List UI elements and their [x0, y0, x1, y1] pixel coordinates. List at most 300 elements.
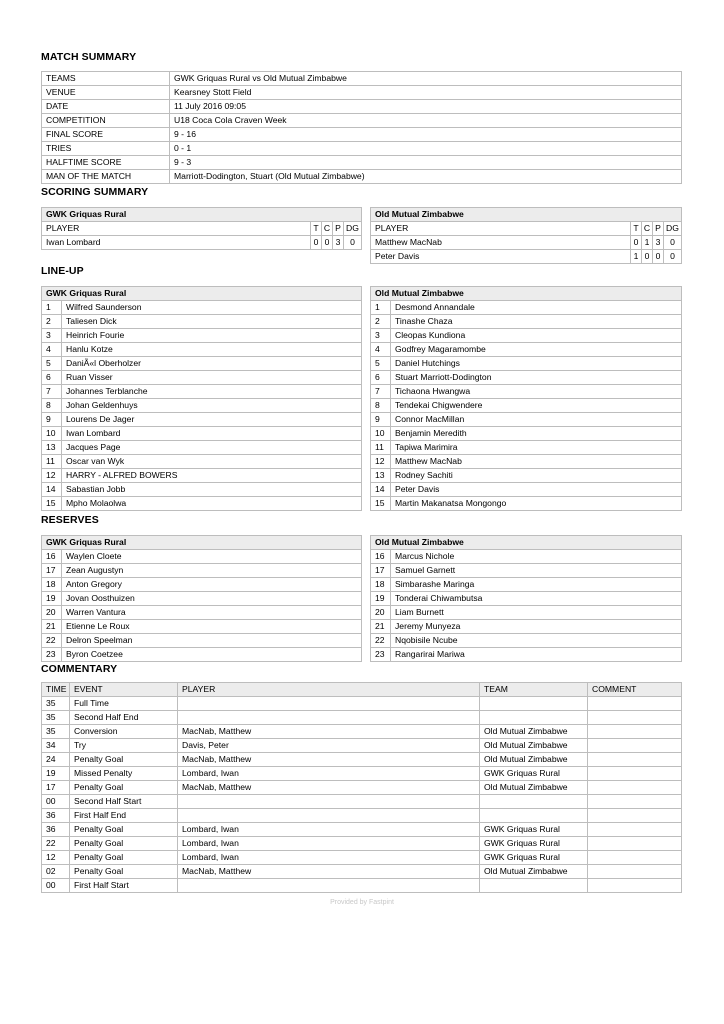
- player-name: Zean Augustyn: [62, 564, 362, 578]
- commentary-comment: [588, 795, 682, 809]
- commentary-player: MacNab, Matthew: [178, 753, 480, 767]
- reserves-player-row: [42, 620, 362, 634]
- lineup-table-home: [41, 286, 362, 511]
- commentary-comment: [588, 753, 682, 767]
- commentary-row: [42, 851, 682, 865]
- summary-value: GWK Griquas Rural vs Old Mutual Zimbabwe: [170, 72, 682, 86]
- commentary-row: [42, 711, 682, 725]
- jersey-number: 3: [42, 329, 62, 343]
- commentary-time: 35: [42, 697, 70, 711]
- lineup-heading: LINE-UP: [41, 265, 84, 277]
- reserves-player-row: [42, 634, 362, 648]
- jersey-number: 17: [42, 564, 62, 578]
- jersey-number: 19: [42, 592, 62, 606]
- scoring-col-t: T: [631, 222, 642, 236]
- commentary-row: [42, 809, 682, 823]
- scoring-penalties: 0: [653, 250, 664, 264]
- summary-row: [42, 114, 682, 128]
- jersey-number: 22: [371, 634, 391, 648]
- lineup-team-row: [42, 287, 362, 301]
- jersey-number: 1: [371, 301, 391, 315]
- commentary-event: First Half Start: [70, 879, 178, 893]
- player-name: Liam Burnett: [391, 606, 682, 620]
- player-name: Connor MacMillan: [391, 413, 682, 427]
- commentary-event: Penalty Goal: [70, 823, 178, 837]
- reserves-player-row: [371, 634, 682, 648]
- player-name: Johan Geldenhuys: [62, 399, 362, 413]
- commentary-row: [42, 781, 682, 795]
- commentary-team: GWK Griquas Rural: [480, 837, 588, 851]
- lineup-player-row: [42, 497, 362, 511]
- commentary-comment: [588, 851, 682, 865]
- commentary-time: 22: [42, 837, 70, 851]
- scoring-drop-goals: 0: [664, 250, 682, 264]
- jersey-number: 21: [42, 620, 62, 634]
- scoring-row: [371, 250, 682, 264]
- reserves-player-row: [42, 550, 362, 564]
- jersey-number: 23: [371, 648, 391, 662]
- lineup-player-row: [42, 399, 362, 413]
- player-name: Nqobisile Ncube: [391, 634, 682, 648]
- commentary-comment: [588, 711, 682, 725]
- jersey-number: 10: [371, 427, 391, 441]
- reserves-team-row: [42, 536, 362, 550]
- commentary-time: 35: [42, 725, 70, 739]
- jersey-number: 12: [371, 455, 391, 469]
- scoring-tries: 0: [311, 236, 322, 250]
- player-name: Sabastian Jobb: [62, 483, 362, 497]
- jersey-number: 22: [42, 634, 62, 648]
- commentary-time: 19: [42, 767, 70, 781]
- commentary-event: Full Time: [70, 697, 178, 711]
- player-name: Daniel Hutchings: [391, 357, 682, 371]
- player-name: Marcus Nichole: [391, 550, 682, 564]
- commentary-header-row: [42, 683, 682, 697]
- lineup-player-row: [42, 343, 362, 357]
- scoring-team-name: Old Mutual Zimbabwe: [371, 208, 682, 222]
- reserves-team-row: [371, 536, 682, 550]
- lineup-player-row: [42, 427, 362, 441]
- scoring-col-p: P: [333, 222, 344, 236]
- player-name: Stuart Marriott-Dodington: [391, 371, 682, 385]
- commentary-time: 17: [42, 781, 70, 795]
- player-name: Waylen Cloete: [62, 550, 362, 564]
- commentary-player: [178, 697, 480, 711]
- summary-value: 9 - 16: [170, 128, 682, 142]
- commentary-player: Lombard, Iwan: [178, 851, 480, 865]
- player-name: Mpho Molaolwa: [62, 497, 362, 511]
- summary-row: [42, 142, 682, 156]
- summary-value: U18 Coca Cola Craven Week: [170, 114, 682, 128]
- lineup-player-row: [371, 371, 682, 385]
- scoring-header-row: [371, 222, 682, 236]
- jersey-number: 4: [371, 343, 391, 357]
- lineup-team-name: GWK Griquas Rural: [42, 287, 362, 301]
- summary-label: VENUE: [42, 86, 170, 100]
- lineup-player-row: [371, 497, 682, 511]
- commentary-event: Penalty Goal: [70, 865, 178, 879]
- player-name: Jovan Oosthuizen: [62, 592, 362, 606]
- commentary-player: Lombard, Iwan: [178, 767, 480, 781]
- reserves-player-row: [371, 606, 682, 620]
- commentary-event: First Half End: [70, 809, 178, 823]
- reserves-team-name: Old Mutual Zimbabwe: [371, 536, 682, 550]
- reserves-player-row: [371, 578, 682, 592]
- jersey-number: 8: [371, 399, 391, 413]
- commentary-comment: [588, 697, 682, 711]
- commentary-player: Lombard, Iwan: [178, 823, 480, 837]
- scoring-conversions: 1: [642, 236, 653, 250]
- commentary-event: Penalty Goal: [70, 781, 178, 795]
- jersey-number: 14: [371, 483, 391, 497]
- summary-row: [42, 72, 682, 86]
- match-summary-table: [41, 71, 682, 184]
- player-name: Iwan Lombard: [62, 427, 362, 441]
- jersey-number: 20: [371, 606, 391, 620]
- reserves-table-away: [370, 535, 682, 662]
- summary-label: COMPETITION: [42, 114, 170, 128]
- commentary-team: Old Mutual Zimbabwe: [480, 753, 588, 767]
- commentary-time: 35: [42, 711, 70, 725]
- lineup-player-row: [371, 385, 682, 399]
- reserves-player-row: [42, 564, 362, 578]
- scoring-player: Peter Davis: [371, 250, 631, 264]
- commentary-team: Old Mutual Zimbabwe: [480, 725, 588, 739]
- lineup-player-row: [371, 469, 682, 483]
- jersey-number: 23: [42, 648, 62, 662]
- lineup-player-row: [42, 413, 362, 427]
- scoring-row: [42, 236, 362, 250]
- jersey-number: 11: [371, 441, 391, 455]
- commentary-row: [42, 739, 682, 753]
- summary-label: DATE: [42, 100, 170, 114]
- jersey-number: 19: [371, 592, 391, 606]
- player-name: Johannes Terblanche: [62, 385, 362, 399]
- reserves-heading: RESERVES: [41, 514, 99, 526]
- summary-value: 11 July 2016 09:05: [170, 100, 682, 114]
- jersey-number: 9: [42, 413, 62, 427]
- player-name: Anton Gregory: [62, 578, 362, 592]
- scoring-col-c: C: [322, 222, 333, 236]
- scoring-table-home: [41, 207, 362, 250]
- player-name: Wilfred Saunderson: [62, 301, 362, 315]
- commentary-row: [42, 823, 682, 837]
- col-team: TEAM: [480, 683, 588, 697]
- commentary-comment: [588, 837, 682, 851]
- commentary-event: Penalty Goal: [70, 837, 178, 851]
- summary-row: [42, 170, 682, 184]
- commentary-team: GWK Griquas Rural: [480, 767, 588, 781]
- lineup-team-name: Old Mutual Zimbabwe: [371, 287, 682, 301]
- scoring-col-player: PLAYER: [42, 222, 311, 236]
- jersey-number: 15: [42, 497, 62, 511]
- scoring-col-player: PLAYER: [371, 222, 631, 236]
- jersey-number: 7: [42, 385, 62, 399]
- jersey-number: 1: [42, 301, 62, 315]
- jersey-number: 6: [42, 371, 62, 385]
- commentary-event: Penalty Goal: [70, 753, 178, 767]
- scoring-header-row: [42, 222, 362, 236]
- player-name: Tinashe Chaza: [391, 315, 682, 329]
- player-name: Ruan Visser: [62, 371, 362, 385]
- lineup-table-away: [370, 286, 682, 511]
- commentary-row: [42, 767, 682, 781]
- jersey-number: 20: [42, 606, 62, 620]
- commentary-player: [178, 711, 480, 725]
- jersey-number: 16: [42, 550, 62, 564]
- jersey-number: 21: [371, 620, 391, 634]
- jersey-number: 18: [371, 578, 391, 592]
- col-player: PLAYER: [178, 683, 480, 697]
- lineup-player-row: [42, 455, 362, 469]
- commentary-row: [42, 837, 682, 851]
- commentary-team: [480, 697, 588, 711]
- lineup-player-row: [371, 427, 682, 441]
- lineup-player-row: [371, 455, 682, 469]
- jersey-number: 3: [371, 329, 391, 343]
- commentary-time: 36: [42, 823, 70, 837]
- reserves-player-row: [42, 648, 362, 662]
- lineup-player-row: [42, 371, 362, 385]
- col-comment: COMMENT: [588, 683, 682, 697]
- commentary-comment: [588, 739, 682, 753]
- summary-label: FINAL SCORE: [42, 128, 170, 142]
- scoring-penalties: 3: [333, 236, 344, 250]
- player-name: Lourens De Jager: [62, 413, 362, 427]
- lineup-player-row: [42, 385, 362, 399]
- commentary-comment: [588, 823, 682, 837]
- scoring-tries: 0: [631, 236, 642, 250]
- scoring-conversions: 0: [322, 236, 333, 250]
- summary-row: [42, 128, 682, 142]
- reserves-player-row: [371, 592, 682, 606]
- player-name: DaniÃ«l Oberholzer: [62, 357, 362, 371]
- jersey-number: 18: [42, 578, 62, 592]
- player-name: Byron Coetzee: [62, 648, 362, 662]
- summary-label: TRIES: [42, 142, 170, 156]
- player-name: Taliesen Dick: [62, 315, 362, 329]
- jersey-number: 10: [42, 427, 62, 441]
- scoring-conversions: 0: [642, 250, 653, 264]
- jersey-number: 7: [371, 385, 391, 399]
- summary-value: 9 - 3: [170, 156, 682, 170]
- commentary-time: 00: [42, 795, 70, 809]
- lineup-team-row: [371, 287, 682, 301]
- summary-value: 0 - 1: [170, 142, 682, 156]
- commentary-comment: [588, 725, 682, 739]
- jersey-number: 5: [371, 357, 391, 371]
- commentary-event: Second Half Start: [70, 795, 178, 809]
- commentary-row: [42, 725, 682, 739]
- lineup-player-row: [371, 399, 682, 413]
- reserves-table-home: [41, 535, 362, 662]
- jersey-number: 15: [371, 497, 391, 511]
- scoring-table-away: [370, 207, 682, 264]
- jersey-number: 9: [371, 413, 391, 427]
- lineup-player-row: [371, 315, 682, 329]
- player-name: Tapiwa Marimira: [391, 441, 682, 455]
- commentary-event: Penalty Goal: [70, 851, 178, 865]
- commentary-time: 34: [42, 739, 70, 753]
- commentary-team: [480, 809, 588, 823]
- commentary-team: Old Mutual Zimbabwe: [480, 781, 588, 795]
- player-name: Rodney Sachiti: [391, 469, 682, 483]
- commentary-team: Old Mutual Zimbabwe: [480, 865, 588, 879]
- lineup-player-row: [42, 301, 362, 315]
- commentary-time: 12: [42, 851, 70, 865]
- lineup-player-row: [42, 315, 362, 329]
- jersey-number: 6: [371, 371, 391, 385]
- lineup-player-row: [371, 329, 682, 343]
- summary-label: MAN OF THE MATCH: [42, 170, 170, 184]
- commentary-player: Davis, Peter: [178, 739, 480, 753]
- jersey-number: 14: [42, 483, 62, 497]
- player-name: Peter Davis: [391, 483, 682, 497]
- commentary-player: MacNab, Matthew: [178, 725, 480, 739]
- commentary-event: Second Half End: [70, 711, 178, 725]
- commentary-comment: [588, 781, 682, 795]
- player-name: Hanlu Kotze: [62, 343, 362, 357]
- reserves-player-row: [371, 648, 682, 662]
- jersey-number: 11: [42, 455, 62, 469]
- scoring-player: Matthew MacNab: [371, 236, 631, 250]
- player-name: HARRY - ALFRED BOWERS: [62, 469, 362, 483]
- commentary-row: [42, 795, 682, 809]
- scoring-summary-heading: SCORING SUMMARY: [41, 186, 149, 198]
- player-name: Samuel Garnett: [391, 564, 682, 578]
- commentary-time: 36: [42, 809, 70, 823]
- scoring-team-row: [42, 208, 362, 222]
- player-name: Martin Makanatsa Mongongo: [391, 497, 682, 511]
- reserves-player-row: [371, 620, 682, 634]
- jersey-number: 17: [371, 564, 391, 578]
- player-name: Oscar van Wyk: [62, 455, 362, 469]
- player-name: Jeremy Munyeza: [391, 620, 682, 634]
- commentary-table: [41, 682, 682, 893]
- jersey-number: 2: [42, 315, 62, 329]
- summary-value: Marriott-Dodington, Stuart (Old Mutual Zimbabwe): [170, 170, 682, 184]
- jersey-number: 5: [42, 357, 62, 371]
- footer-credit: Provided by Fastpint: [330, 899, 394, 906]
- jersey-number: 16: [371, 550, 391, 564]
- jersey-number: 2: [371, 315, 391, 329]
- scoring-col-p: P: [653, 222, 664, 236]
- commentary-comment: [588, 865, 682, 879]
- commentary-row: [42, 865, 682, 879]
- commentary-player: MacNab, Matthew: [178, 865, 480, 879]
- commentary-event: Missed Penalty: [70, 767, 178, 781]
- scoring-col-dg: DG: [664, 222, 682, 236]
- jersey-number: 4: [42, 343, 62, 357]
- lineup-player-row: [42, 357, 362, 371]
- lineup-player-row: [371, 483, 682, 497]
- commentary-row: [42, 697, 682, 711]
- commentary-team: GWK Griquas Rural: [480, 851, 588, 865]
- player-name: Cleopas Kundiona: [391, 329, 682, 343]
- commentary-event: Conversion: [70, 725, 178, 739]
- scoring-col-c: C: [642, 222, 653, 236]
- col-time: TIME: [42, 683, 70, 697]
- lineup-player-row: [371, 357, 682, 371]
- reserves-player-row: [371, 550, 682, 564]
- commentary-team: [480, 879, 588, 893]
- commentary-comment: [588, 767, 682, 781]
- player-name: Etienne Le Roux: [62, 620, 362, 634]
- player-name: Jacques Page: [62, 441, 362, 455]
- lineup-player-row: [42, 469, 362, 483]
- scoring-row: [371, 236, 682, 250]
- scoring-penalties: 3: [653, 236, 664, 250]
- commentary-player: [178, 795, 480, 809]
- col-event: EVENT: [70, 683, 178, 697]
- player-name: Tichaona Hwangwa: [391, 385, 682, 399]
- lineup-player-row: [371, 301, 682, 315]
- commentary-player: [178, 809, 480, 823]
- summary-row: [42, 86, 682, 100]
- commentary-player: MacNab, Matthew: [178, 781, 480, 795]
- player-name: Desmond Annandale: [391, 301, 682, 315]
- player-name: Rangarirai Mariwa: [391, 648, 682, 662]
- lineup-player-row: [42, 441, 362, 455]
- player-name: Warren Vantura: [62, 606, 362, 620]
- jersey-number: 13: [42, 441, 62, 455]
- summary-label: TEAMS: [42, 72, 170, 86]
- lineup-player-row: [371, 441, 682, 455]
- lineup-player-row: [371, 343, 682, 357]
- scoring-col-t: T: [311, 222, 322, 236]
- summary-row: [42, 100, 682, 114]
- jersey-number: 13: [371, 469, 391, 483]
- player-name: Benjamin Meredith: [391, 427, 682, 441]
- scoring-team-row: [371, 208, 682, 222]
- commentary-row: [42, 753, 682, 767]
- match-summary-heading: MATCH SUMMARY: [41, 51, 137, 63]
- commentary-time: 00: [42, 879, 70, 893]
- player-name: Simbarashe Maringa: [391, 578, 682, 592]
- player-name: Delron Speelman: [62, 634, 362, 648]
- commentary-team: GWK Griquas Rural: [480, 823, 588, 837]
- scoring-team-name: GWK Griquas Rural: [42, 208, 362, 222]
- summary-value: Kearsney Stott Field: [170, 86, 682, 100]
- reserves-player-row: [42, 606, 362, 620]
- player-name: Matthew MacNab: [391, 455, 682, 469]
- commentary-team: [480, 795, 588, 809]
- scoring-col-dg: DG: [344, 222, 362, 236]
- scoring-tries: 1: [631, 250, 642, 264]
- commentary-comment: [588, 879, 682, 893]
- player-name: Tonderai Chiwambutsa: [391, 592, 682, 606]
- player-name: Godfrey Magaramombe: [391, 343, 682, 357]
- scoring-drop-goals: 0: [344, 236, 362, 250]
- lineup-player-row: [371, 413, 682, 427]
- summary-label: HALFTIME SCORE: [42, 156, 170, 170]
- reserves-player-row: [42, 578, 362, 592]
- jersey-number: 12: [42, 469, 62, 483]
- player-name: Heinrich Fourie: [62, 329, 362, 343]
- commentary-time: 24: [42, 753, 70, 767]
- commentary-team: Old Mutual Zimbabwe: [480, 739, 588, 753]
- commentary-time: 02: [42, 865, 70, 879]
- scoring-player: Iwan Lombard: [42, 236, 311, 250]
- reserves-player-row: [42, 592, 362, 606]
- commentary-team: [480, 711, 588, 725]
- lineup-player-row: [42, 483, 362, 497]
- player-name: Tendekai Chigwendere: [391, 399, 682, 413]
- scoring-drop-goals: 0: [664, 236, 682, 250]
- reserves-player-row: [371, 564, 682, 578]
- jersey-number: 8: [42, 399, 62, 413]
- commentary-player: [178, 879, 480, 893]
